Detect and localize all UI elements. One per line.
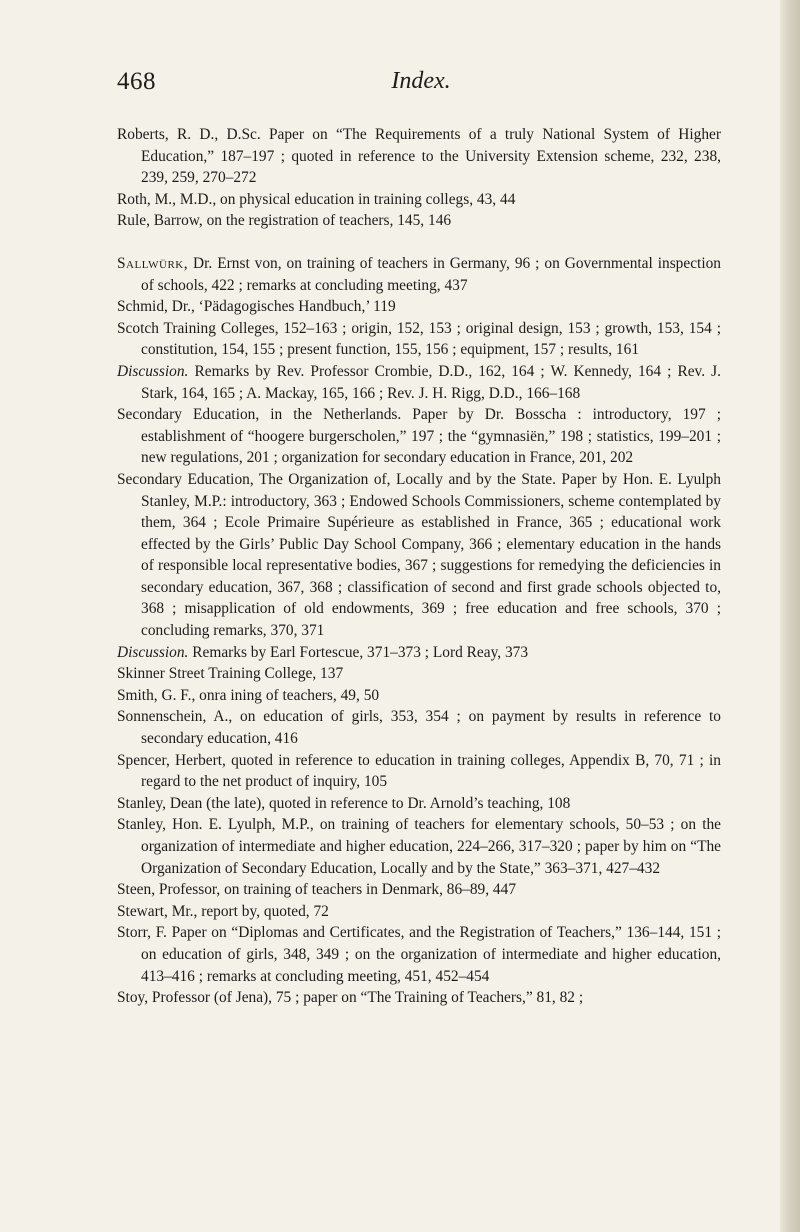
discussion-label: Discussion.: [117, 643, 189, 661]
index-entry-storr: Storr, F. Paper on “Diplomas and Certificates, and the Registration of Teachers,” 136–144, 151 ; on education of girls, 348, 349 ; on the organization of intermediate and higher education, 413–416 ; remarks at concluding meeting, 451, 452–454: [117, 924, 721, 985]
index-entry-sonnenschein: Sonnenschein, A., on education of girls, 353, 354 ; on payment by results in reference to secondary education, 416: [117, 708, 721, 748]
running-title: Index.: [391, 68, 451, 94]
letter-section-gap: [117, 232, 721, 253]
page-number: 468: [117, 68, 156, 95]
index-entry-stewart: Stewart, Mr., report by, quoted, 72: [117, 902, 329, 920]
index-entry-schmid: Schmid, Dr., ‘Pädagogisches Handbuch,’ 119: [117, 298, 396, 316]
index-entry-discussion-secondary: Discussion. Remarks by Earl Fortescue, 371–373 ; Lord Reay, 373: [117, 643, 529, 661]
index-entry-headword: Sallwürk,: [117, 254, 189, 272]
index-entry-roberts: Roberts, R. D., D.Sc. Paper on “The Requirements of a truly National System of Higher Education,” 187–197 ; quoted in reference to the University Extension scheme, 232, 238, 239, 259, 270–272: [117, 126, 721, 187]
index-entry-smith: Smith, G. F., onra ining of teachers, 49, 50: [117, 686, 380, 704]
index-entry-stanley-lyulph: Stanley, Hon. E. Lyulph, M.P., on training of teachers for elementary schools, 50–53 ; on the organization of intermediate and higher education, 224–266, 317–320 ; paper by him on “The Organization of Secondary Education, Locally and by the State,” 363–371, 427–432: [117, 816, 721, 877]
index-entry-steen: Steen, Professor, on training of teachers in Denmark, 86–89, 447: [117, 881, 517, 899]
discussion-label: Discussion.: [117, 362, 189, 380]
index-entry-secondary-education-netherlands: Secondary Education, in the Netherlands. Paper by Dr. Bosscha : introductory, 197 ; establishment of “hoogere burgerscholen,” 197 ; the “gymnasiën,” 198 ; statistics, 199–201 ; new regulations, 201 ; organization for secondary education in France, 201, 202: [117, 406, 721, 467]
page-edge: [780, 0, 800, 1232]
index-entry-skinner-street: Skinner Street Training College, 137: [117, 665, 344, 683]
index-entry-discussion-scotch: Discussion. Remarks by Rev. Professor Crombie, D.D., 162, 164 ; W. Kennedy, 164 ; Rev. J. Stark, 164, 165 ; A. Mackay, 165, 166 ; Rev. J. H. Rigg, D.D., 166–168: [117, 362, 721, 402]
index-entry-spencer: Spencer, Herbert, quoted in reference to education in training colleges, Appendix B, 70, 71 ; in regard to the net product of inquiry, 105: [117, 751, 721, 791]
index-entry-scotch-training-colleges: Scotch Training Colleges, 152–163 ; origin, 152, 153 ; original design, 153 ; growth, 153, 154 ; constitution, 154, 155 ; present function, 155, 156 ; equipment, 157 ; results, 161: [117, 319, 721, 359]
index-body: [117, 124, 721, 1009]
index-entry-roth: Roth, M., M.D., on physical education in training collegs, 43, 44: [117, 190, 516, 208]
index-entry-stanley-dean: Stanley, Dean (the late), quoted in reference to Dr. Arnold’s teaching, 108: [117, 794, 571, 812]
index-entry-secondary-education-organization: Secondary Education, The Organization of, Locally and by the State. Paper by Hon. E. Lyulph Stanley, M.P.: introductory, 363 ; Endowed Schools Commissioners, scheme contemplated by them, 364 ; Ecole Primaire Supérieure as established in France, 365 ; educational work effected by the Girls’ Public Day School Company, 366 ; elementary education in the hands of responsible local representative bodies, 367 ; suggestions for remedying the deficiencies in secondary education, 367, 368 ; classification of second and first grade schools objected to, 368 ; misapplication of old endowments, 369 ; free education and free schools, 370 ; concluding remarks, 370, 371: [117, 470, 721, 640]
index-entry-stoy: Stoy, Professor (of Jena), 75 ; paper on “The Training of Teachers,” 81, 82 ;: [117, 989, 584, 1007]
index-entry-sallwurk: Sallwürk, Dr. Ernst von, on training of teachers in Germany, 96 ; on Governmental inspection of schools, 422 ; remarks at concluding meeting, 437: [117, 254, 721, 294]
index-entry-rule: Rule, Barrow, on the registration of teachers, 145, 146: [117, 212, 452, 230]
page-header: [117, 68, 717, 102]
